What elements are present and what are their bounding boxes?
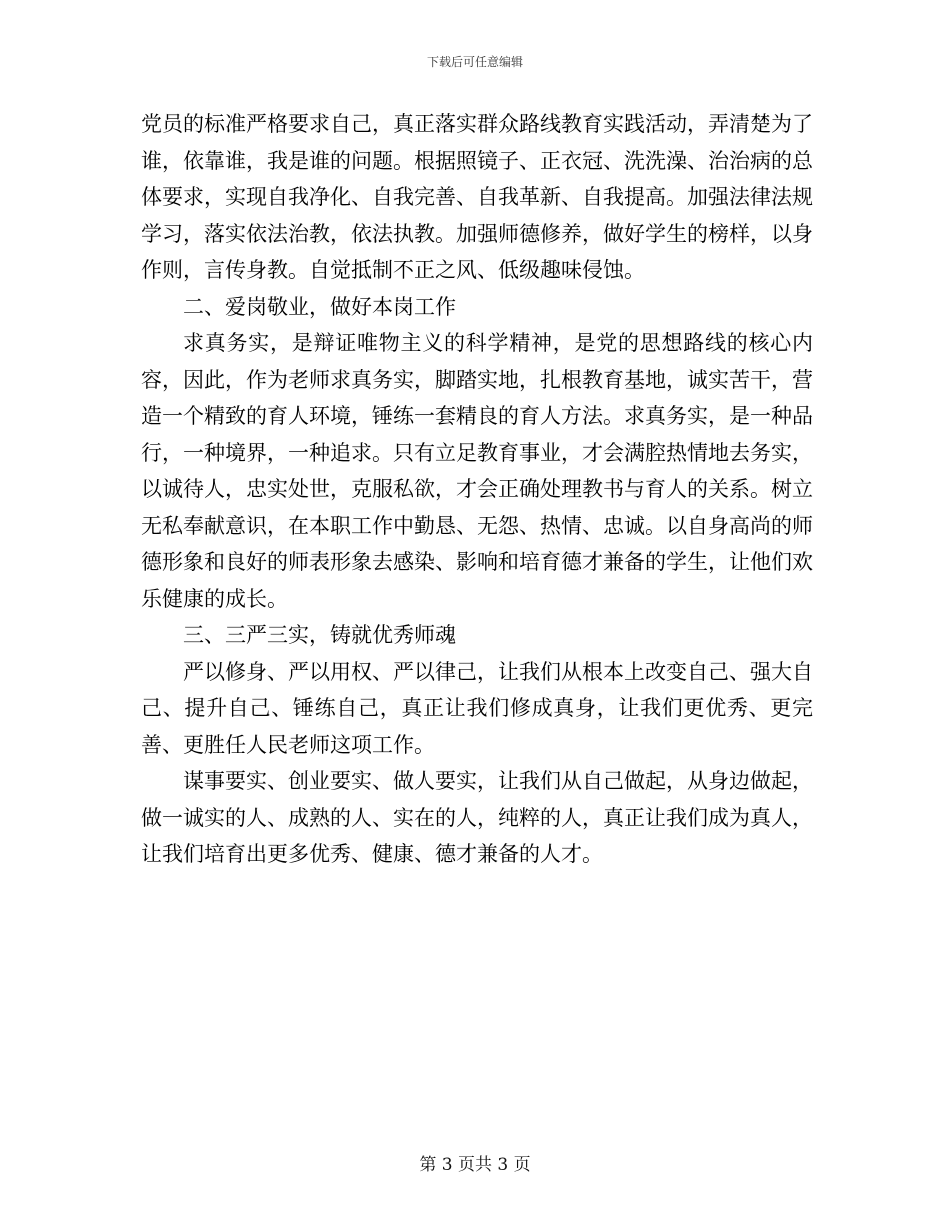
section-heading-2: 二、爱岗敬业，做好本岗工作 — [183, 294, 456, 319]
document-body — [141, 106, 813, 873]
paragraph-section-2: 求真务实，是辩证唯物主义的科学精神，是党的思想路线的核心内容，因此，作为老师求真务实，脚踏实地，扎根教育基地，诚实苦干，营造一个精致的育人环境，锤练一套精良的育人方法。求真务实，是一种品行，一种境界，一种追求。只有立足教育事业，才会满腔热情地去务实，以诚待人，忠实处世，克服私欲，才会正确处理教书与育人的关系。树立无私奉献意识，在本职工作中勤恳、无怨、热情、忠诚。以自身高尚的师德形象和良好的师表形象去感染、影响和培育德才兼备的学生，让他们欢乐健康的成长。 — [141, 331, 813, 611]
paragraph-continuation: 党员的标准严格要求自己，真正落实群众路线教育实践活动，弄清楚为了谁，依靠谁，我是谁的问题。根据照镜子、正衣冠、洗洗澡、治治病的总体要求，实现自我净化、自我完善、自我革新、自我提高。加强法律法规学习，落实依法治教，依法执教。加强师德修养，做好学生的榜样，以身作则，言传身教。自觉抵制不正之风、低级趣味侵蚀。 — [141, 112, 813, 282]
paragraph-section-3-a: 严以修身、严以用权、严以律己，让我们从根本上改变自己、强大自己、提升自己、锤练自己，真正让我们修成真身，让我们更优秀、更完善、更胜任人民老师这项工作。 — [141, 659, 813, 757]
page-number-footer: 第 3 页共 3 页 — [419, 1155, 531, 1175]
section-heading-3: 三、三严三实，铸就优秀师魂 — [183, 623, 456, 647]
page-header: 下载后可任意编辑 — [426, 55, 523, 69]
paragraph-section-3-b: 谋事要实、创业要实、做人要实，让我们从自己做起，从身边做起，做一诚实的人、成熟的人、实在的人，纯粹的人，真正让我们成为真人，让我们培育出更多优秀、健康、德才兼备的人才。 — [141, 769, 813, 866]
